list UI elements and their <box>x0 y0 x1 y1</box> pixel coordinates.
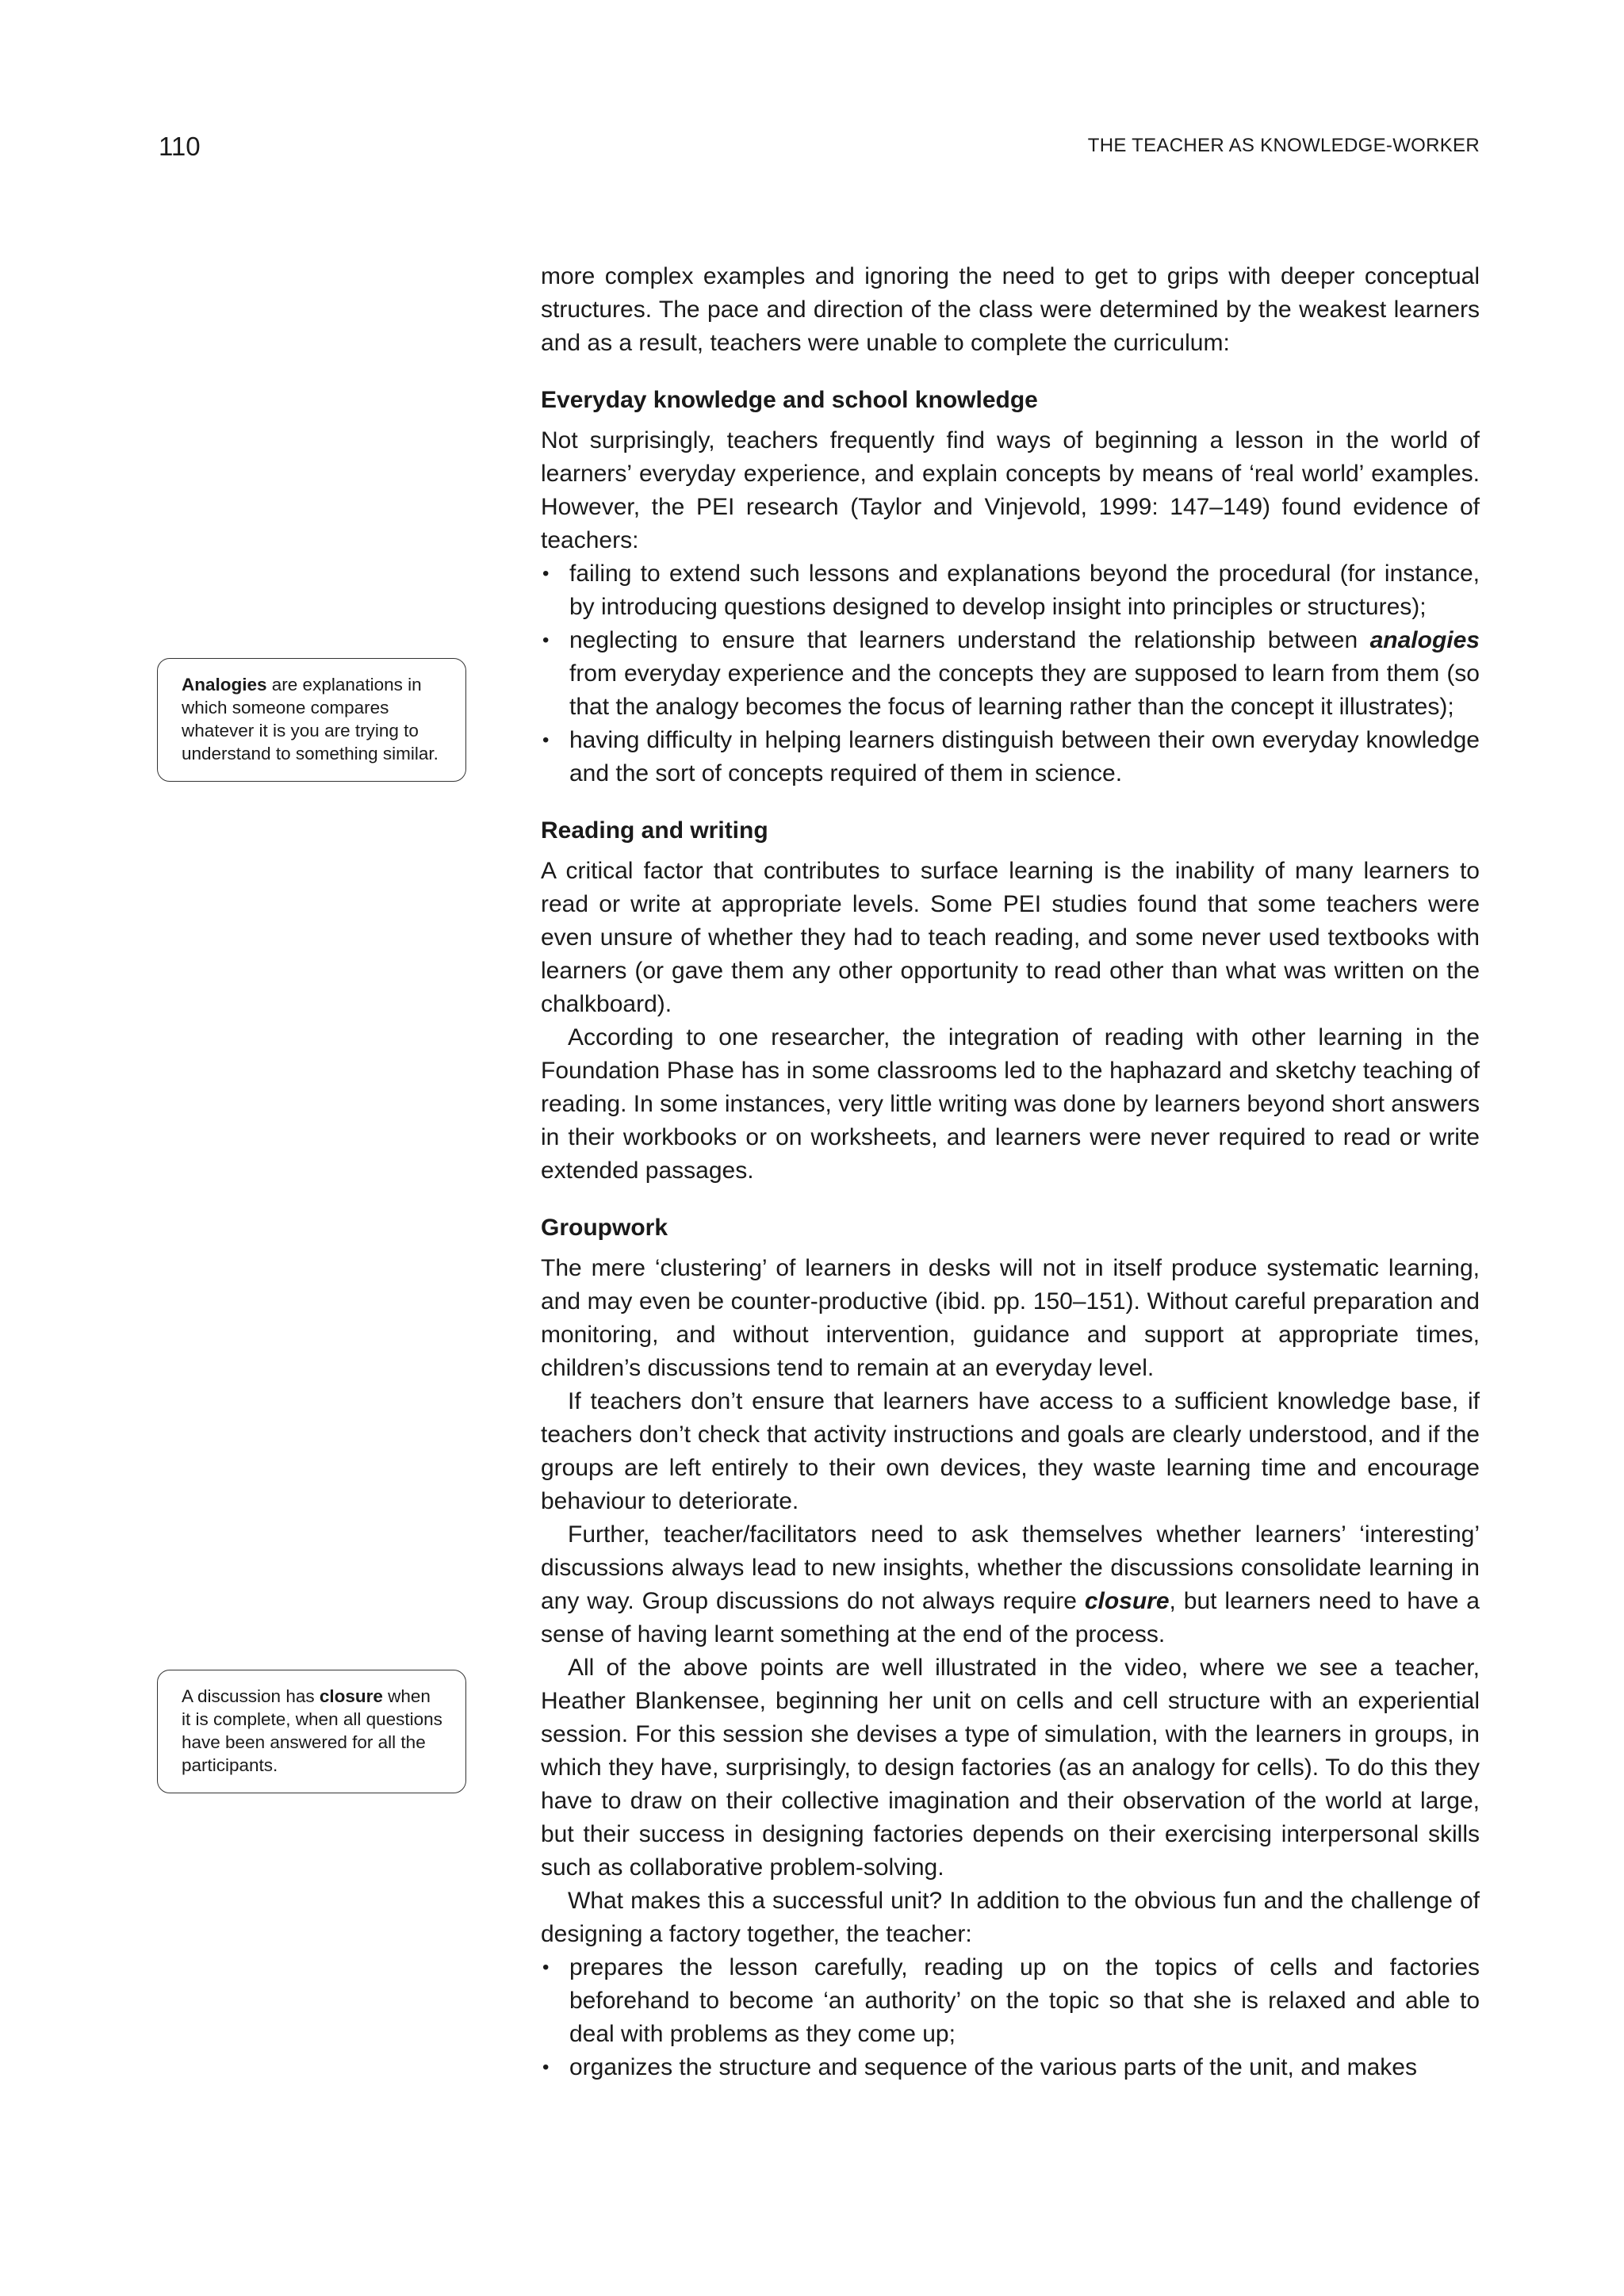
paragraph-text: , but learners need to have a sense of having learnt something at the end of the process. <box>541 1588 1480 1647</box>
heading-everyday-knowledge: Everyday knowledge and school knowledge <box>541 387 1038 413</box>
margin-note-analogies <box>157 658 466 782</box>
groupwork-paragraph-5: What makes this a successful unit? In addition to the obvious fun and the challenge of designing a factory together, the teacher: <box>541 1888 1480 1947</box>
reading-paragraph-1: A critical factor that contributes to surface learning is the inability of many learners to read or write at appropriate levels. Some PEI studies found that some teachers were even unsure of whether they had to teach reading, and some never used textbooks with learners (or gave them any other opportunity to read other than what was written on the chalkboard). <box>541 858 1480 1017</box>
term-analogies: analogies <box>1369 627 1480 653</box>
paragraph-text: Further, teacher/facilitators need to ask themselves whether learners’ ‘interesting’ discussions always lead to new insights, whether the discussions consolidate learning in any way. Group discussions do not always require <box>541 1521 1480 1614</box>
note-term-closure: closure <box>319 1686 383 1706</box>
note-text-analogies: are explanations in which someone compares whatever it is you are trying to understand to something similar. <box>182 675 439 763</box>
bullet-item <box>541 624 1480 724</box>
everyday-bullet-list <box>541 557 1480 790</box>
everyday-paragraph: Not surprisingly, teachers frequently find ways of beginning a lesson in the world of learners’ everyday experience, and explain concepts by means of ‘real world’ examples. However, the PEI research (Taylor and Vinjevold, 1999: 147–149) found evidence of teachers: <box>541 427 1480 553</box>
running-head: THE TEACHER AS KNOWLEDGE-WORKER <box>1087 135 1480 156</box>
bullet-text: neglecting to ensure that learners understand the relationship between <box>569 627 1370 653</box>
page-number: 110 <box>159 132 201 161</box>
bullet-item: • prepares the lesson carefully, reading up on the topics of cells and factories beforehand to become ‘an authority’ on the topic so that she is relaxed and able to deal with problems as they come up; <box>541 1951 1480 2051</box>
groupwork-paragraph-4: All of the above points are well illustrated in the video, where we see a teacher, Heather Blankensee, beginning her unit on cells and cell structure with an experiential session. For this session she devises a type of simulation, with the learners in groups, in which they have, surprisingly, to design factories (as an analogy for cells). To do this they have to draw on their collective imagination and their observation of the world at large, but their success in designing factories depends on their exercising interpersonal skills such as collaborative problem-solving. <box>541 1655 1480 1881</box>
bullet-item: • having difficulty in helping learners distinguish between their own everyday knowledge and the sort of concepts required of them in science. <box>541 724 1480 790</box>
term-closure: closure <box>1084 1588 1170 1614</box>
heading-groupwork: Groupwork <box>541 1215 668 1241</box>
groupwork-paragraph-1: The mere ‘clustering’ of learners in desks will not in itself produce systematic learning, and may even be counter-productive (ibid. pp. 150–151). Without careful preparation and monitoring, and without intervention, guidance and support at appropriate times, children’s discussions tend to remain at an everyday level. <box>541 1255 1480 1381</box>
note-term-analogies: Analogies <box>182 675 267 695</box>
bullet-text: from everyday experience and the concepts they are supposed to learn from them (so that the analogy becomes the focus of learning rather than the concept it illustrates); <box>569 660 1480 720</box>
bullet-item: • failing to extend such lessons and explanations beyond the procedural (for instance, by introducing questions designed to develop insight into principles or structures); <box>541 557 1480 624</box>
heading-reading-writing: Reading and writing <box>541 817 768 844</box>
groupwork-bullet-list <box>541 1951 1480 2084</box>
note-text-closure: when it is complete, when all questions have been answered for all the participants. <box>182 1686 442 1775</box>
intro-paragraph: more complex examples and ignoring the need to get to grips with deeper conceptual structures. The pace and direction of the class were determined by the weakest learners and as a result, teachers were unable to complete the curriculum: <box>541 263 1480 356</box>
note-prefix-closure: A discussion has <box>182 1686 320 1706</box>
margin-note-closure <box>157 1670 466 1793</box>
bullet-item: • organizes the structure and sequence of the various parts of the unit, and makes <box>541 2051 1480 2084</box>
main-text <box>541 260 1480 2084</box>
groupwork-paragraph-2: If teachers don’t ensure that learners have access to a sufficient knowledge base, if teachers don’t check that activity instructions and goals are clearly understood, and if the groups are left entirely to their own devices, they waste learning time and encourage behaviour to deteriorate. <box>541 1388 1480 1514</box>
reading-paragraph-2: According to one researcher, the integration of reading with other learning in the Foundation Phase has in some classrooms led to the haphazard and sketchy teaching of reading. In some instances, very little writing was done by learners beyond short answers in their workbooks or on worksheets, and learners were never required to read or write extended passages. <box>541 1024 1480 1184</box>
groupwork-paragraph-3 <box>541 1518 1480 1651</box>
